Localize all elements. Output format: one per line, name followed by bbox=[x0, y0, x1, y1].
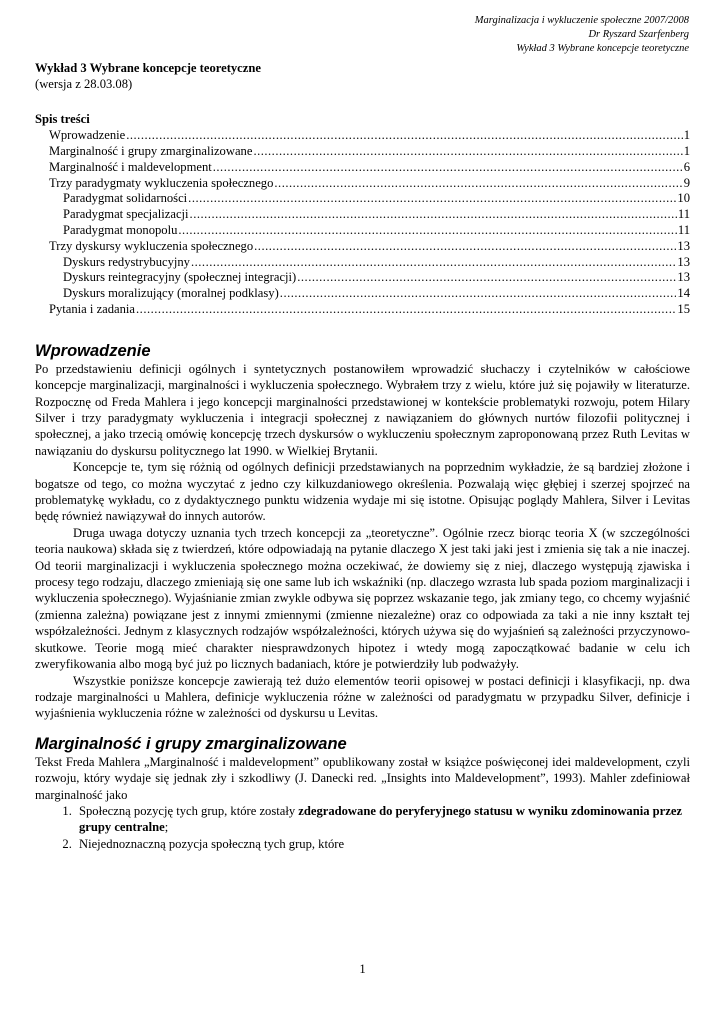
toc-item[interactable]: Marginalność i maldevelopment ..... 6 bbox=[35, 159, 690, 175]
toc-item[interactable]: Trzy dyskursy wykluczenia społecznego ..... 13 bbox=[35, 238, 690, 254]
toc-subitem[interactable]: Paradygmat solidarności ..... 10 bbox=[35, 190, 690, 206]
page-number: 1 bbox=[359, 962, 366, 976]
definition-list bbox=[35, 803, 690, 852]
paragraph: Wszystkie poniższe koncepcje zawierają też dużo elementów teorii opisowej w postaci definicji i klasyfikacji, np. dwa rodzaje marginalności u Mahlera, definicje wykluczenia różne w zależności od paradygmatu w przypadku Silver, definicje i wyjaśnienia wykluczenia różne w zależności od dyskursu u Levitas. bbox=[35, 673, 690, 721]
toc-item[interactable]: Marginalność i grupy zmarginalizowane ..... 1 bbox=[35, 143, 690, 159]
document-title: Wykład 3 Wybrane koncepcje teoretyczne bbox=[35, 61, 261, 75]
header-lecture: Wykład 3 Wybrane koncepcje teoretyczne bbox=[516, 43, 689, 54]
paragraph: Tekst Freda Mahlera „Marginalność i maldevelopment” opublikowany został w książce poświęconej idei maldevelopment, czyli rozwoju, który wydaje się jednak zły i szkodliwy (J. Danecki red. „Insights into Maldevelopment”, 1993). Mahler zdefiniował marginalność jako bbox=[35, 754, 690, 802]
paragraph: Koncepcje te, tym się różnią od ogólnych definicji przedstawianych na poprzednim wykładzie, że są bardziej złożone i bogatsze od tego, co można wyczytać z jedno czy kilkuzdaniowego określenia. Pozwalają więc głębiej i szerzej spojrzeć na problematykę wykładu, co z dydaktycznego punktu widzenia wydaje mi się istotne. Opisując poglądy Mahlera, Silver i Levitas będę również nawiązywał do innych autorów. bbox=[35, 460, 690, 524]
toc-subitem[interactable]: Dyskurs reintegracyjny (społecznej integracji) ..... 13 bbox=[35, 269, 690, 285]
toc-item[interactable]: Wprowadzenie ..... 1 bbox=[35, 127, 690, 143]
paragraph: Druga uwaga dotyczy uznania tych trzech koncepcji za „teoretyczne”. Ogólnie rzecz biorąc teoria X (w szczególności teoria naukowa) składa się z twierdzeń, które odpowiadają na pytanie dlaczego X jest taki jaki jest i zmienia się tak a nie inaczej. Od teorii marginalizacji i wykluczenia społecznego można oczekiwać, że dowiemy się z niej, dlaczego występują zjawiska i procesy tego rodzaju, dlaczego zmieniają się one same lub ich wskaźniki (np. dlaczego wzrasta lub spada poziom marginalizacji i wykluczenia społecznego). Wyjaśnianie zmian zwykle odbywa się poprzez wskazanie tego, jak zmiany tego, co chcemy wyjaśnić (zmienna zależna) powiązane jest z innymi zmiennymi (zmienne niezależne) oraz co odpowiada za taki a nie inny kształt tej współzależności. Jednym z klasycznych rodzajów współzależności, których używa się do wyjaśnień są zależności przyczynowo-skutkowe. Teorie mogą mieć charakter niesprawdzonych hipotez i wtedy mogą zapoczątkować badanie w celu ich zweryfikowania albo mogą być już po licznych badaniach, które je potwierdziły lub podważyły. bbox=[35, 525, 690, 672]
paragraph: Po przedstawieniu definicji ogólnych i syntetycznych postanowiłem wprowadzić słuchaczy i czytelników w całościowe koncepcje marginalizacji, marginalności i wykluczenia społecznego. Wybrałem trzy z wielu, które już się pojawiły w literaturze. Rozpocznę od Freda Mahlera i jego koncepcji marginalności przedstawionej w kontekście problematyki rozwoju, potem Hilary Silver i trzy paradygmaty wykluczenia i integracji społecznej z nawiązaniem do głównych nurtów filozofii politycznej i społecznej, a jako trzecią omówię koncepcję trzech dyskursów o wykluczeniu społecznym zaproponowaną przez Ruth Levitas w nawiązaniu do dyskursu politycznego lat 1990. w Wielkiej Brytanii. bbox=[35, 361, 690, 458]
toc-item[interactable]: Pytania i zadania ..... 15 bbox=[35, 301, 690, 317]
toc-subitem[interactable]: Dyskurs redystrybucyjny ..... 13 bbox=[35, 254, 690, 270]
list-item: 1. Społeczną pozycję tych grup, które zostały zdegradowane do peryferyjnego statusu w wyniku zdominowania przez grupy centralne; bbox=[75, 803, 690, 836]
header-course: Marginalizacja i wykluczenie społeczne 2007/2008 bbox=[474, 15, 689, 26]
toc-item[interactable]: Trzy paradygmaty wykluczenia społecznego ..... 9 bbox=[35, 175, 690, 191]
section-heading-introduction: Wprowadzenie bbox=[35, 341, 151, 360]
header-author: Dr Ryszard Szarfenberg bbox=[588, 29, 689, 40]
table-of-contents bbox=[35, 127, 690, 317]
list-item: 2. Niejednoznaczną pozycja społeczną tych grup, które bbox=[75, 836, 690, 852]
toc-subitem[interactable]: Paradygmat specjalizacji ..... 11 bbox=[35, 206, 690, 222]
document-body bbox=[35, 60, 690, 852]
toc-heading: Spis treści bbox=[35, 111, 90, 126]
toc-subitem[interactable]: Dyskurs moralizujący (moralnej podklasy) ..... 14 bbox=[35, 285, 690, 301]
version-note: (wersja z 28.03.08) bbox=[35, 77, 133, 92]
running-header bbox=[475, 14, 689, 56]
toc-subitem[interactable]: Paradygmat monopolu ..... 11 bbox=[35, 222, 690, 238]
section-heading-marginality: Marginalność i grupy zmarginalizowane bbox=[35, 734, 347, 753]
